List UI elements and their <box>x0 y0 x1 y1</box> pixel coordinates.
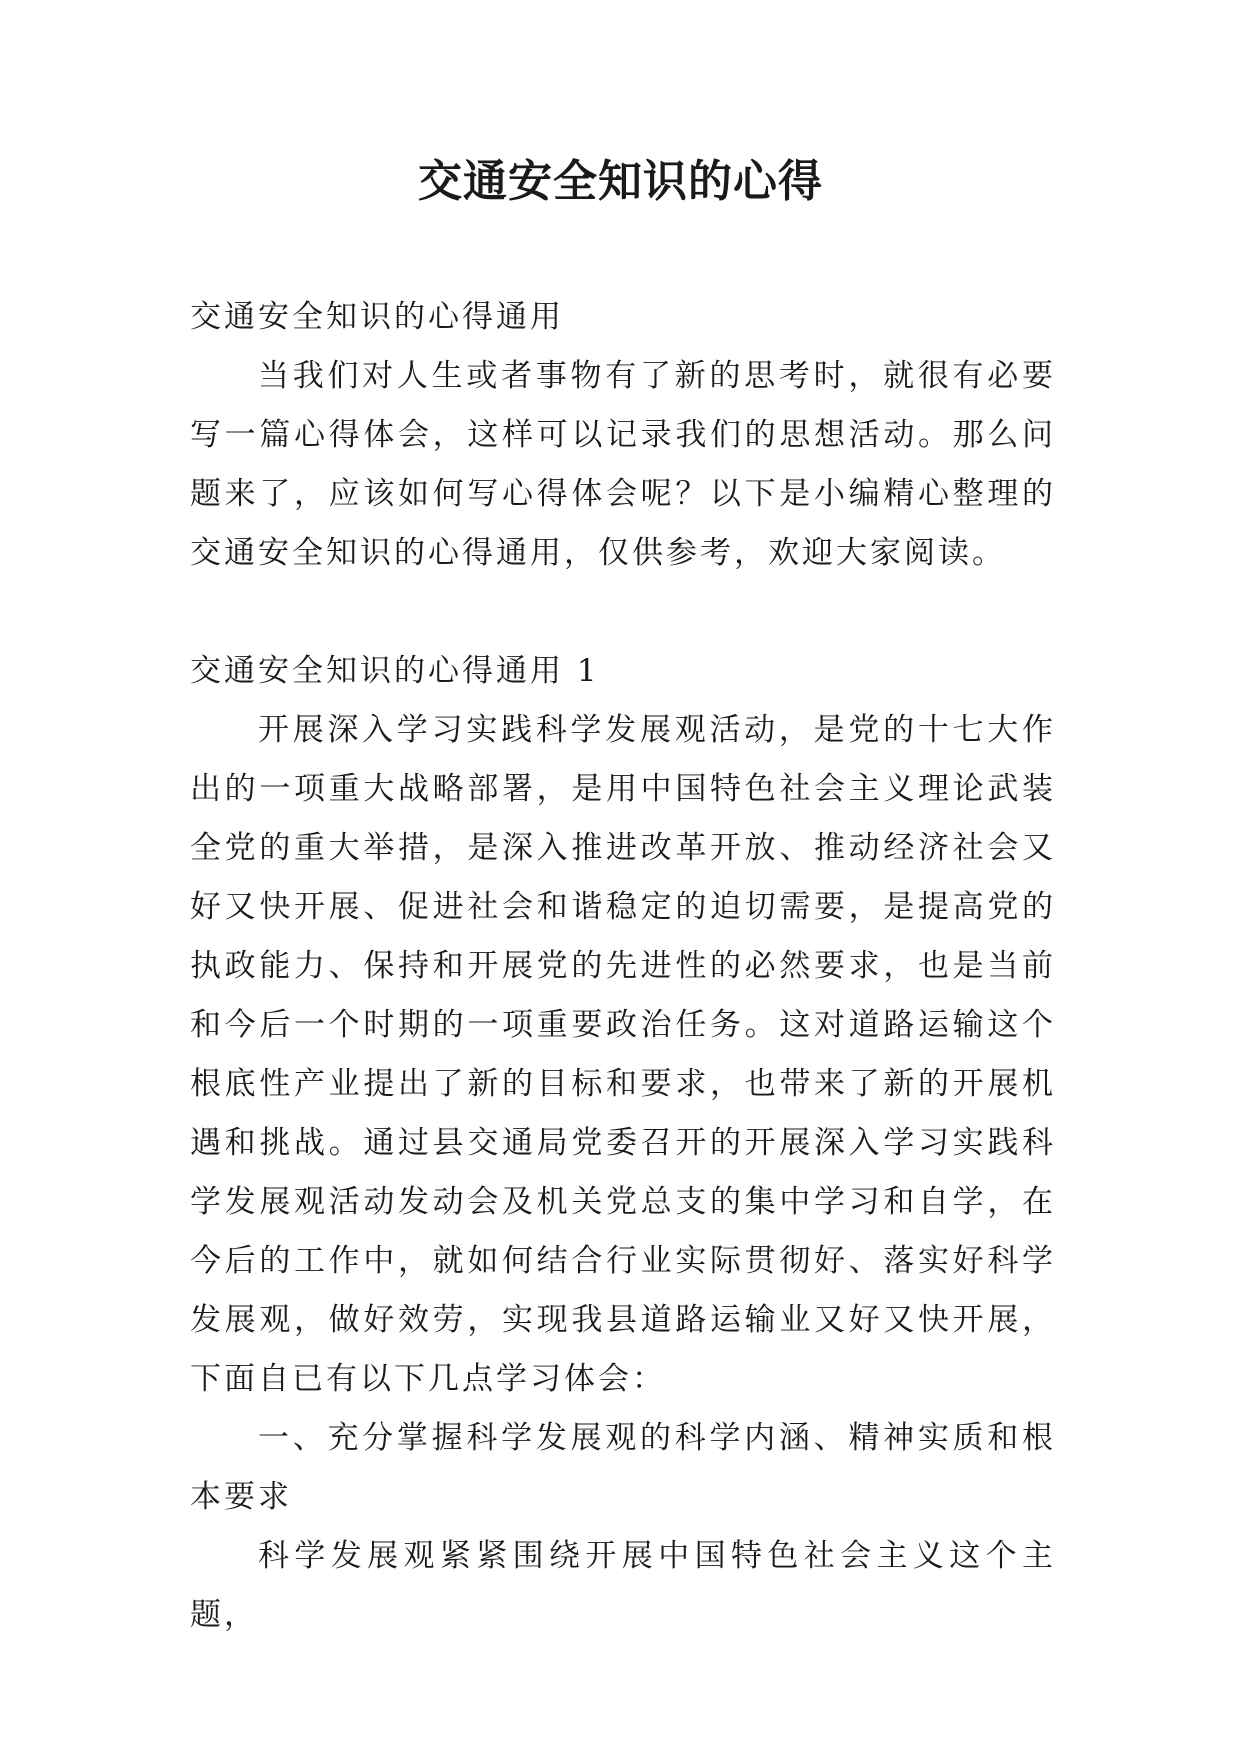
point-heading: 一、充分掌握科学发展观的科学内涵、精神实质和根本要求 <box>190 1420 1056 1515</box>
intro-paragraph: 当我们对人生或者事物有了新的思考时，就很有必要写一篇心得体会，这样可以记录我们的思想活动。那么问题来了，应该如何写心得体会呢？以下是小编精心整理的交通安全知识的心得通用，仅供参考，欢迎大家阅读。 <box>190 358 1056 571</box>
point-paragraph: 科学发展观紧紧围绕开展中国特色社会主义这个主题， <box>190 1538 1056 1633</box>
document-title: 交通安全知识的心得 <box>418 156 823 207</box>
section-heading: 交通安全知识的心得通用 1 <box>190 653 600 689</box>
section-spacer <box>190 583 1056 642</box>
document-subtitle: 交通安全知识的心得通用 <box>190 299 564 335</box>
section-paragraph: 开展深入学习实践科学发展观活动，是党的十七大作出的一项重大战略部署，是用中国特色社会主义理论武装全党的重大举措，是深入推进改革开放、推动经济社会又好又快开展、促进社会和谐稳定的迫切需要，是提高党的执政能力、保持和开展党的先进性的必然要求，也是当前和今后一个时期的一项重要政治任务。这对道路运输这个根底性产业提出了新的目标和要求，也带来了新的开展机遇和挑战。通过县交通局党委召开的开展深入学习实践科学发展观活动发动会及机关党总支的集中学习和自学，在今后的工作中，就如何结合行业实际贯彻好、落实好科学发展观，做好效劳，实现我县道路运输业又好又快开展，下面自已有以下几点学习体会： <box>190 712 1056 1397</box>
document-body <box>190 288 1056 1645</box>
